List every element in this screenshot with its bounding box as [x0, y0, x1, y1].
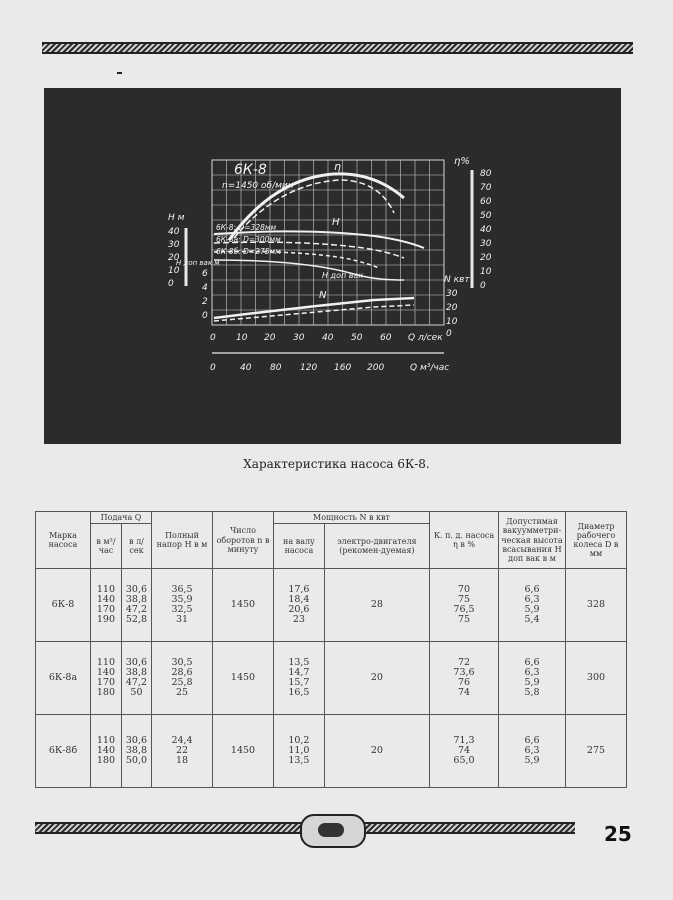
- table-cell-vac: 6,6 6,3 5,9 5,4: [499, 569, 566, 642]
- table-cell-d: 275: [566, 715, 627, 788]
- svg-text:2: 2: [202, 297, 208, 307]
- table-cell-shaft: 17,6 18,4 20,6 23: [274, 569, 325, 642]
- svg-text:20: 20: [446, 303, 458, 313]
- x1-axis-ticks: [210, 333, 392, 343]
- header-brand: Марка насоса: [36, 512, 91, 569]
- pump-emblem-icon: [300, 814, 366, 848]
- svg-text:20: 20: [480, 253, 492, 263]
- stray-mark: [117, 72, 122, 74]
- table-cell-rpm: 1450: [213, 569, 274, 642]
- svg-text:160: 160: [334, 363, 352, 373]
- table-cell-head: 30,5 28,6 25,8 25: [152, 642, 213, 715]
- table-cell-motor: 20: [324, 715, 429, 788]
- svg-text:30: 30: [480, 239, 492, 249]
- right-axis-ticks: [480, 169, 492, 291]
- power-curve-a: [214, 298, 414, 318]
- svg-text:20: 20: [264, 333, 276, 343]
- left-axis-unit: H м: [168, 213, 185, 223]
- svg-text:30: 30: [293, 333, 305, 343]
- top-ornament-rule: [42, 42, 633, 54]
- head-curve-label: H: [332, 217, 340, 228]
- header-diameter: Диаметр рабочего колеса D в мм: [566, 512, 627, 569]
- pump-characteristic-figure: [44, 88, 621, 444]
- svg-text:0: 0: [168, 279, 174, 289]
- table-cell-motor: 28: [324, 569, 429, 642]
- left-axis-ticks: [168, 227, 180, 289]
- header-flow-ls: в л/сек: [121, 524, 151, 569]
- vac-axis-label: H доп вак м: [176, 259, 220, 267]
- table-cell-head: 24,4 22 18: [152, 715, 213, 788]
- table-cell-brand: 6К-8б: [36, 715, 91, 788]
- power-axis-unit: N квт: [444, 275, 470, 285]
- power-curve-label: N: [319, 290, 327, 301]
- graph-title: 6К-8: [234, 162, 267, 178]
- svg-text:80: 80: [270, 363, 282, 373]
- svg-text:4: 4: [202, 283, 208, 293]
- svg-text:0: 0: [480, 281, 486, 291]
- diameter-label-2: 6К-8а: D=300мм: [216, 235, 281, 244]
- svg-text:40: 40: [480, 225, 492, 235]
- svg-text:50: 50: [351, 333, 363, 343]
- x1-axis-unit: Q л/сек: [408, 333, 443, 343]
- svg-text:80: 80: [480, 169, 492, 179]
- svg-text:10: 10: [236, 333, 248, 343]
- figure-caption: Характеристика насоса 6К-8.: [243, 457, 430, 471]
- table-row: [36, 642, 627, 715]
- table-row: [36, 569, 627, 642]
- hvac-curve-label: H доп вак: [322, 271, 364, 280]
- header-head: Полный напор H в м: [152, 512, 213, 569]
- table-cell-ls: 30,6 38,8 47,2 52,8: [121, 569, 151, 642]
- svg-text:120: 120: [300, 363, 318, 373]
- svg-text:60: 60: [380, 333, 392, 343]
- svg-text:0: 0: [202, 311, 208, 321]
- table-cell-m3: 110 140 170 190: [91, 569, 122, 642]
- vac-axis-ticks: [202, 269, 208, 321]
- eta-curve-label: η: [334, 160, 341, 173]
- svg-text:0: 0: [210, 333, 216, 343]
- header-flow-m3: в м³/час: [91, 524, 122, 569]
- table-cell-d: 300: [566, 642, 627, 715]
- header-power: Мощность N в квт: [274, 512, 430, 524]
- table-cell-rpm: 1450: [213, 715, 274, 788]
- table-cell-ls: 30,6 38,8 50,0: [121, 715, 151, 788]
- characteristic-graph: [44, 88, 621, 444]
- table-cell-d: 328: [566, 569, 627, 642]
- svg-text:40: 40: [322, 333, 334, 343]
- svg-text:10: 10: [480, 267, 492, 277]
- header-efficiency: К. п. д. насоса η в %: [430, 512, 499, 569]
- table-cell-m3: 110 140 170 180: [91, 642, 122, 715]
- table-cell-rpm: 1450: [213, 642, 274, 715]
- x2-axis-unit: Q м³/час: [410, 363, 450, 373]
- hvac-curve: [214, 260, 404, 280]
- svg-text:40: 40: [168, 227, 180, 237]
- table-cell-ls: 30,6 38,8 47,2 50: [121, 642, 151, 715]
- page-number: 25: [604, 822, 632, 846]
- svg-text:30: 30: [446, 289, 458, 299]
- svg-text:60: 60: [480, 197, 492, 207]
- table-cell-head: 36,5 35,9 32,5 31: [152, 569, 213, 642]
- table-cell-eff: 70 75 76,5 75: [430, 569, 499, 642]
- header-speed: Число оборотов n в минуту: [213, 512, 274, 569]
- svg-text:40: 40: [240, 363, 252, 373]
- svg-text:10: 10: [168, 266, 180, 276]
- svg-text:50: 50: [480, 211, 492, 221]
- svg-text:0: 0: [210, 363, 216, 373]
- svg-text:70: 70: [480, 183, 492, 193]
- svg-text:6: 6: [202, 269, 208, 279]
- header-power-shaft: на валу насоса: [274, 524, 325, 569]
- diameter-label-3: 6К-8б: D=275мм: [216, 247, 281, 256]
- speed-label: n=1450 об/мин: [222, 181, 294, 191]
- table-cell-shaft: 10,2 11,0 13,5: [274, 715, 325, 788]
- header-power-motor: электро-двигателя (рекомен-дуемая): [324, 524, 429, 569]
- table-cell-vac: 6,6 6,3 5,9: [499, 715, 566, 788]
- header-flow: Подача Q: [91, 512, 152, 524]
- table-cell-m3: 110 140 180: [91, 715, 122, 788]
- table-cell-vac: 6,6 6,3 5,9 5,8: [499, 642, 566, 715]
- pump-data-table: [35, 511, 627, 788]
- svg-text:30: 30: [168, 240, 180, 250]
- scale-bars: [186, 170, 472, 353]
- svg-text:200: 200: [367, 363, 385, 373]
- table-cell-brand: 6К-8: [36, 569, 91, 642]
- x2-axis-ticks: [210, 363, 384, 373]
- table-cell-eff: 71,3 74 65,0: [430, 715, 499, 788]
- table-cell-motor: 20: [324, 642, 429, 715]
- svg-text:0: 0: [446, 329, 452, 339]
- table-cell-brand: 6К-8а: [36, 642, 91, 715]
- power-axis-ticks: [446, 289, 458, 339]
- right-axis-unit: η%: [454, 156, 470, 167]
- table-row: [36, 715, 627, 788]
- table-cell-eff: 72 73,6 76 74: [430, 642, 499, 715]
- svg-text:20: 20: [168, 253, 180, 263]
- header-vacuum-height: Допустимая вакуумметри-ческая высота всасывания H доп вак в м: [499, 512, 566, 569]
- diameter-label-1: 6К-8: D=328мм: [216, 223, 277, 232]
- svg-text:10: 10: [446, 317, 458, 327]
- table-cell-shaft: 13,5 14,7 15,7 16,5: [274, 642, 325, 715]
